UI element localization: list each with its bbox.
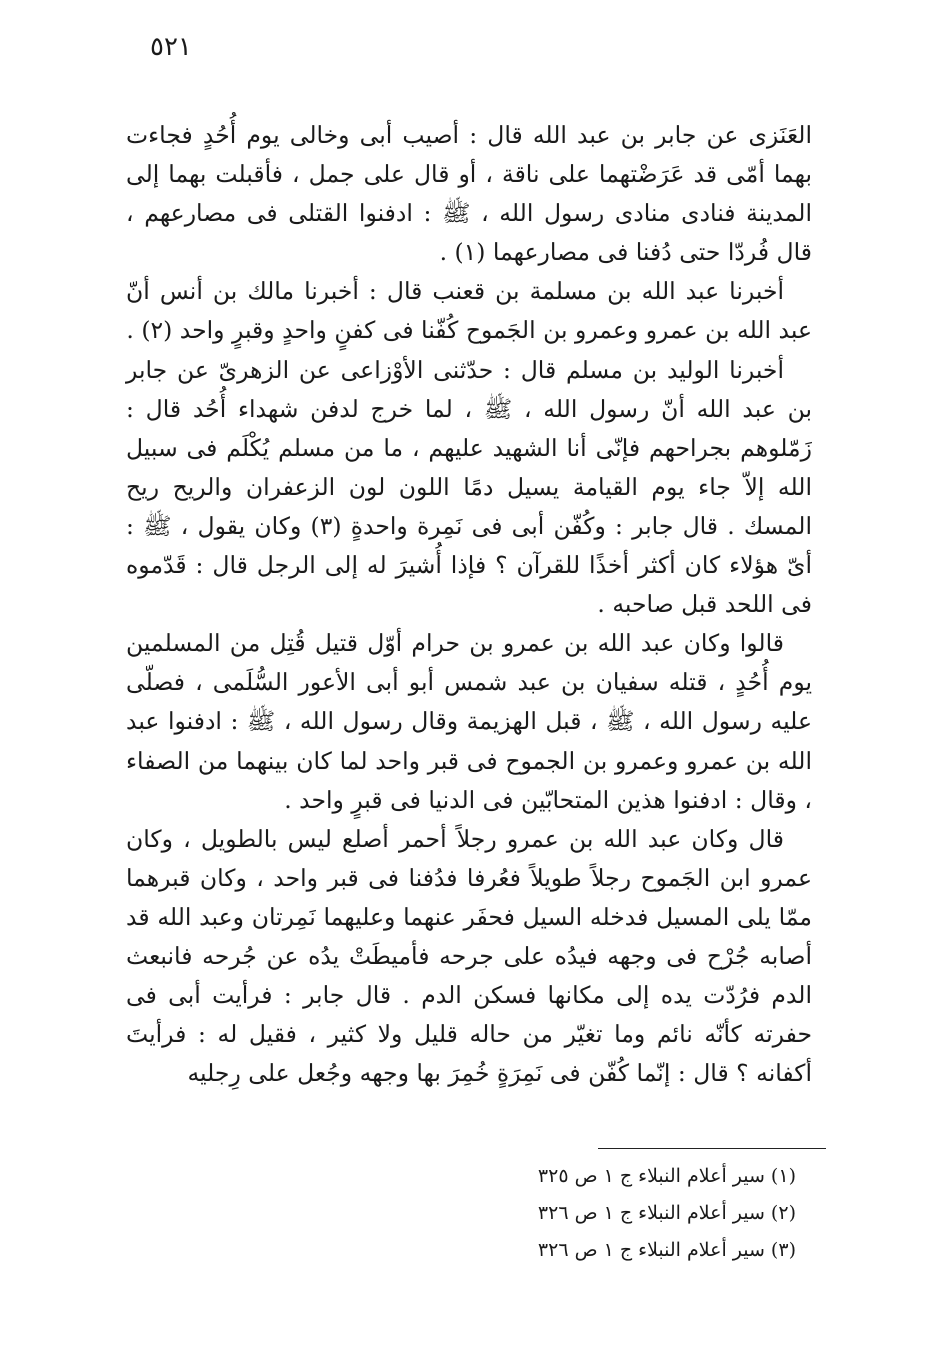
paragraph-1: العَنَزى عن جابر بن عبد الله قال : أصيب أبى وخالى يوم أُحُدٍ فجاءت بهما أمّى قد عَرَضْتهما على ناقة ، أو قال على جمل ، فأقبلت بهما إلى المدينة فنادى منادى رسول الله ، ﷺ : ادفنوا القتلى فى مصارعهم ، قال فُردّا حتى دُفنا فى مصارعهما (١) . [126, 121, 812, 267]
footnote-1: (١) سير أعلام النبلاء ج ١ ص ٣٢٥ [537, 1165, 796, 1187]
page-number: ٥٢١ [150, 32, 192, 62]
footnote-2: (٢) سير أعلام النبلاء ج ١ ص ٣٢٦ [537, 1202, 796, 1224]
footnotes [440, 1158, 796, 1269]
paragraph-4: قالوا وكان عبد الله بن عمرو بن حرام أوّل قتيل قُتِل من المسلمين يوم أُحُدٍ ، قتله سفيان بن عبد شمس أبو أبى الأعور السُّلَمى ، فصلّى عليه رسول الله ، ﷺ ، قبل الهزيمة وقال رسول الله ، ﷺ : ادفنوا عبد الله بن عمرو وعمرو بن الجموح فى قبر واحد لما كان بينهما من الصفاء ، وقال : ادفنوا هذين المتحابّين فى الدنيا فى قبرٍ واحد . [126, 629, 812, 814]
paragraph-5: قال وكان عبد الله بن عمرو رجلاً أحمر أصلع ليس بالطويل ، وكان عمرو ابن الجَموح رجلاً طويلاً فعُرفا فدُفنا فى قبر واحد ، وكان قبرهما ممّا يلى المسيل فدخله السيل فحفَر عنهما وعليهما نَمِرتان وعبد الله قد أصابه جُرْح فى وجهه فيدُه على جرحه فأميطَتْ يدُه عن جُرحه فانبعث الدم فرُدّت يده إلى مكانها فسكن الدم . قال جابر : فرأيت أبى فى حفرته كأنّه نائم وما تغيّر من حاله قليل ولا كثير ، فقيل له : فرأيتَ أكفانه ؟ قال : إنّما كُفّن فى نَمِرَةٍ خُمِرَ بها وجهه وجُعل على رِجليه [126, 824, 812, 1088]
paragraph-3: أخبرنا الوليد بن مسلم قال : حدّثنى الأوْزاعى عن الزهرىّ عن جابر بن عبد الله أنّ رسول الله ، ﷺ ، لما خرج لدفن شهداء أُحُد قال : زَمّلوهم بجراحهم فإنّى أنا الشهيد عليهم ، ما من مسلم يُكْلَم فى سبيل الله إلاّ جاء يوم القيامة يسيل دمًا اللون لون الزعفران والريح ريح المسك . قال جابر : وكُفّن أبى فى نَمِرة واحدةٍ (٣) وكان يقول ، ﷺ : أىّ هؤلاء كان أكثر أخذًا للقرآن ؟ فإذا أُشيرَ له إلى الرجل قال : قَدّموه فى اللحد قبل صاحبه . [126, 355, 812, 619]
footnote-separator [598, 1148, 826, 1149]
footnote-3: (٣) سير أعلام النبلاء ج ١ ص ٣٢٦ [537, 1239, 796, 1261]
paragraph-2: أخبرنا عبد الله بن مسلمة بن قعنب قال : أخبرنا مالك بن أنس أنّ عبد الله بن عمرو وعمرو بن الجَموح كُفّنا فى كفنٍ واحدٍ وقبرٍ واحد (٢) . [126, 277, 812, 345]
main-text [126, 116, 812, 1093]
